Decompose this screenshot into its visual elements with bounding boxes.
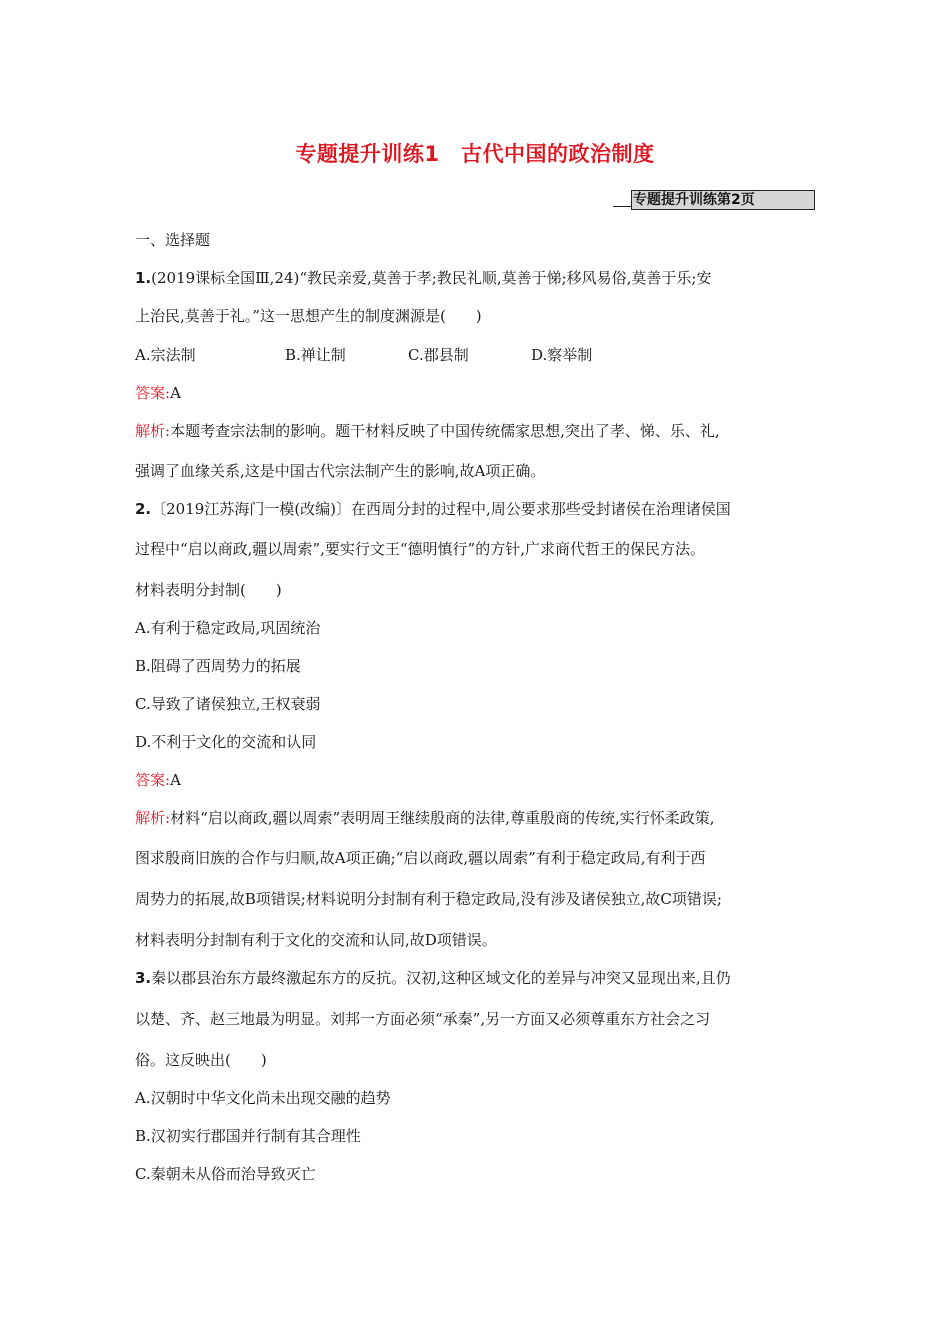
answer-label: 答案: xyxy=(135,384,171,402)
option-c: C.导致了诸侯独立,王权衰弱 xyxy=(135,695,321,713)
option-d: D.察举制 xyxy=(531,346,593,364)
question-2-stem-line-1: 2.〔2019江苏海门一模(改编)〕在西周分封的过程中,周公要求那些受封诸侯在治理诸侯国 xyxy=(135,500,731,518)
option-d: D.不利于文化的交流和认同 xyxy=(135,733,317,751)
question-2-analysis-line-1: 解析:材料“启以商政,疆以周索”表明周王继续殷商的法律,尊重殷商的传统,实行怀柔政策, xyxy=(135,809,715,827)
question-2-analysis-line-3: 周势力的拓展,故B项错误;材料说明分封制有利于稳定政局,没有涉及诸侯独立,故C项错误; xyxy=(135,890,722,908)
question-2-stem-line-2: 过程中“启以商政,疆以周索”,要实行文王“德明慎行”的方针,广求商代哲王的保民方法。 xyxy=(135,540,705,558)
option-a: A.宗法制 xyxy=(135,346,196,364)
analysis-label: 解析: xyxy=(135,422,171,440)
answer-label: 答案: xyxy=(135,771,171,789)
analysis-label: 解析: xyxy=(135,809,171,827)
question-3-stem-line-2: 以楚、齐、赵三地最为明显。刘邦一方面必须“承秦”,另一方面又必须尊重东方社会之习 xyxy=(135,1010,711,1028)
question-2-analysis-line-2: 图求殷商旧族的合作与归顺,故A项正确;“启以商政,疆以周索”有利于稳定政局,有利于西 xyxy=(135,849,706,867)
question-3-stem-line-3: 俗。这反映出( ) xyxy=(135,1051,267,1069)
question-number: 1. xyxy=(135,269,152,287)
option-a: A.汉朝时中华文化尚未出现交融的趋势 xyxy=(135,1089,391,1107)
question-1-answer xyxy=(135,383,825,403)
option-c: C.秦朝未从俗而治导致灭亡 xyxy=(135,1165,316,1183)
header-rule xyxy=(613,206,631,207)
question-2-analysis-line-4: 材料表明分封制有利于文化的交流和认同,故D项错误。 xyxy=(135,931,497,949)
section-heading: 一、选择题 xyxy=(135,231,211,249)
question-3-stem-line-1: 3.秦以郡县治东方最终激起东方的反抗。汉初,这种区域文化的差异与冲突又显现出来,且仍 xyxy=(135,969,731,987)
question-1-analysis-line-1: 解析:本题考查宗法制的影响。题干材料反映了中国传统儒家思想,突出了孝、悌、乐、礼, xyxy=(135,422,720,440)
question-number: 2. xyxy=(135,500,152,518)
question-number: 3. xyxy=(135,969,152,987)
question-2-answer xyxy=(135,770,825,790)
option-b: B.禅让制 xyxy=(285,346,346,364)
answer-value: A xyxy=(170,771,181,789)
question-2-stem-line-3: 材料表明分封制( ) xyxy=(135,581,282,599)
option-c: C.郡县制 xyxy=(408,346,469,364)
option-b: B.汉初实行郡国并行制有其合理性 xyxy=(135,1127,361,1145)
option-b: B.阻碍了西周势力的拓展 xyxy=(135,657,301,675)
question-1-analysis-line-2: 强调了血缘关系,这是中国古代宗法制产生的影响,故A项正确。 xyxy=(135,462,546,480)
question-1-stem-line-2: 上治民,莫善于礼。”这一思想产生的制度渊源是( ) xyxy=(135,307,482,325)
question-1-stem-line-1: 1.(2019课标全国Ⅲ,24)“教民亲爱,莫善于孝;教民礼顺,莫善于悌;移风易俗,莫善于乐;安 xyxy=(135,269,712,287)
page-title: 专题提升训练1 古代中国的政治制度 xyxy=(295,142,655,166)
page-header-label: 专题提升训练第2页 xyxy=(631,190,815,210)
answer-value: A xyxy=(170,384,181,402)
option-a: A.有利于稳定政局,巩固统治 xyxy=(135,619,321,637)
